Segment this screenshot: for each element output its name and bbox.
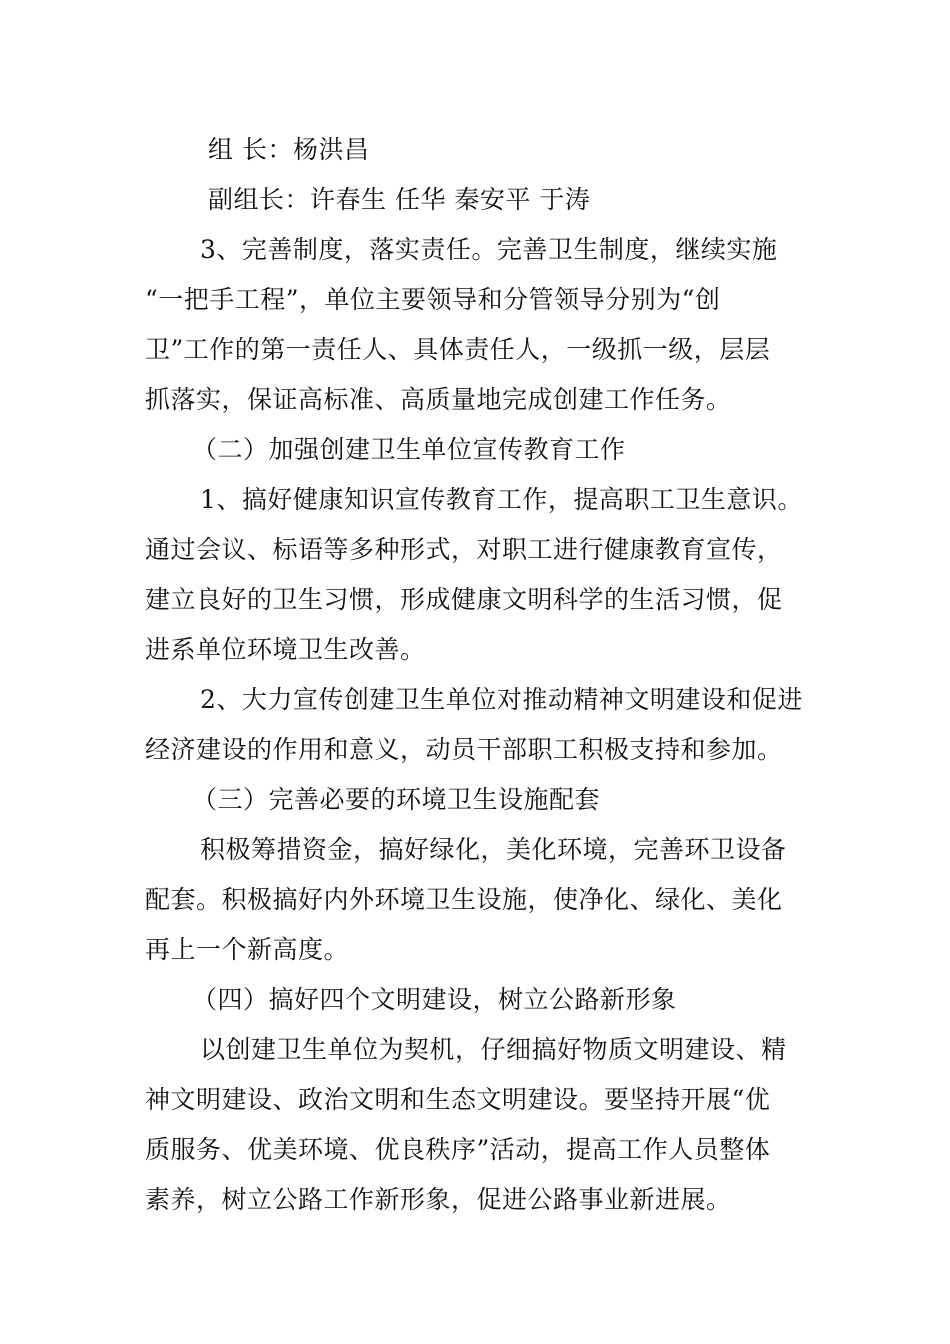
paragraph-line: 卫”工作的第一责任人、具体责任人，一级抓一级，层层 bbox=[145, 335, 771, 364]
paragraph-line: 以创建卫生单位为契机，仔细搞好物质文明建设、精 bbox=[200, 1035, 787, 1064]
deputy-leader-line: 副组长：许春生 任华 秦安平 于涛 bbox=[208, 185, 591, 214]
paragraph-line: 抓落实，保证高标准、高质量地完成创建工作任务。 bbox=[145, 385, 732, 414]
paragraph-line: 经济建设的作用和意义，动员干部职工积极支持和参加。 bbox=[145, 735, 783, 764]
paragraph-line: 建立良好的卫生习惯，形成健康文明科学的生活习惯，促 bbox=[145, 585, 783, 614]
paragraph-line: 积极筹措资金，搞好绿化，美化环境，完善环卫设备 bbox=[200, 835, 787, 864]
paragraph-line: 2、大力宣传创建卫生单位对推动精神文明建设和促进 bbox=[200, 685, 803, 714]
paragraph-line: 再上一个新高度。 bbox=[145, 935, 350, 964]
paragraph-line: “一把手工程”，单位主要领导和分管领导分别为“创 bbox=[145, 285, 721, 314]
section-heading: （四）搞好四个文明建设，树立公路新形象 bbox=[192, 985, 677, 1014]
section-heading: （二）加强创建卫生单位宣传教育工作 bbox=[192, 435, 626, 464]
paragraph-line: 配套。积极搞好内外环境卫生设施，使净化、绿化、美化 bbox=[145, 885, 783, 914]
paragraph-line: 通过会议、标语等多种形式，对职工进行健康教育宣传， bbox=[145, 535, 783, 564]
paragraph-line: 质服务、优美环境、优良秩序”活动，提高工作人员整体 bbox=[145, 1135, 771, 1164]
paragraph-line: 神文明建设、政治文明和生态文明建设。要坚持开展“优 bbox=[145, 1085, 771, 1114]
leader-line: 组 长：杨洪昌 bbox=[208, 135, 370, 164]
paragraph-line: 3、完善制度，落实责任。完善卫生制度，继续实施 bbox=[200, 235, 778, 264]
paragraph-line: 进系单位环境卫生改善。 bbox=[145, 635, 426, 664]
section-heading: （三）完善必要的环境卫生设施配套 bbox=[192, 785, 601, 814]
paragraph-line: 1、搞好健康知识宣传教育工作，提高职工卫生意识。 bbox=[200, 485, 803, 514]
paragraph-line: 素养，树立公路工作新形象，促进公路事业新进展。 bbox=[145, 1185, 732, 1214]
